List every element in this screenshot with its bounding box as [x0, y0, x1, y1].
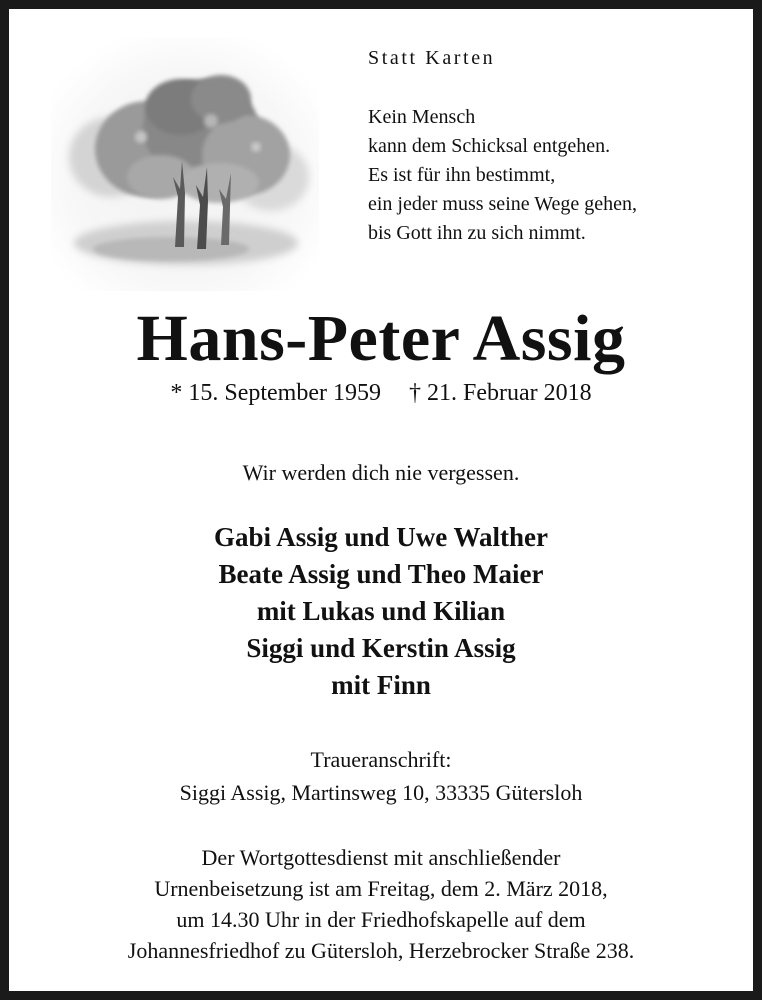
poem-line: kann dem Schicksal entgehen.	[368, 135, 611, 157]
service-info	[9, 842, 753, 966]
mourning-address	[9, 743, 753, 809]
header-label: Statt Karten	[368, 47, 496, 69]
deceased-name: Hans-Peter Assig	[136, 302, 626, 375]
service-line: Der Wortgottesdienst mit anschließender	[201, 845, 561, 870]
family-line: Beate Assig und Theo Maier	[218, 559, 544, 589]
family-line: mit Finn	[331, 670, 431, 700]
poem	[368, 103, 637, 248]
address-label: Traueranschrift:	[310, 747, 452, 772]
family-line: Siggi und Kerstin Assig	[246, 633, 516, 663]
address-line: Siggi Assig, Martinsweg 10, 33335 Gütersloh	[179, 780, 583, 805]
poem-line: ein jeder muss seine Wege gehen,	[368, 193, 638, 215]
birth-date: * 15. September 1959	[170, 380, 381, 406]
life-dates	[9, 377, 753, 409]
death-date: † 21. Februar 2018	[409, 380, 592, 406]
service-line: Johannesfriedhof zu Gütersloh, Herzebrocker Straße 238.	[127, 938, 635, 963]
poem-line: Es ist für ihn bestimmt,	[368, 164, 556, 186]
tree-illustration	[51, 37, 319, 291]
service-line: Urnenbeisetzung ist am Freitag, dem 2. März 2018,	[154, 876, 608, 901]
service-line: um 14.30 Uhr in der Friedhofskapelle auf dem	[176, 907, 586, 932]
poem-line: Kein Mensch	[368, 106, 476, 128]
family-list	[9, 519, 753, 704]
family-line: Gabi Assig und Uwe Walther	[213, 522, 549, 552]
poem-line: bis Gott ihn zu sich nimmt.	[368, 222, 586, 244]
family-line: mit Lukas und Kilian	[256, 596, 506, 626]
remembrance-line: Wir werden dich nie vergessen.	[242, 460, 520, 485]
